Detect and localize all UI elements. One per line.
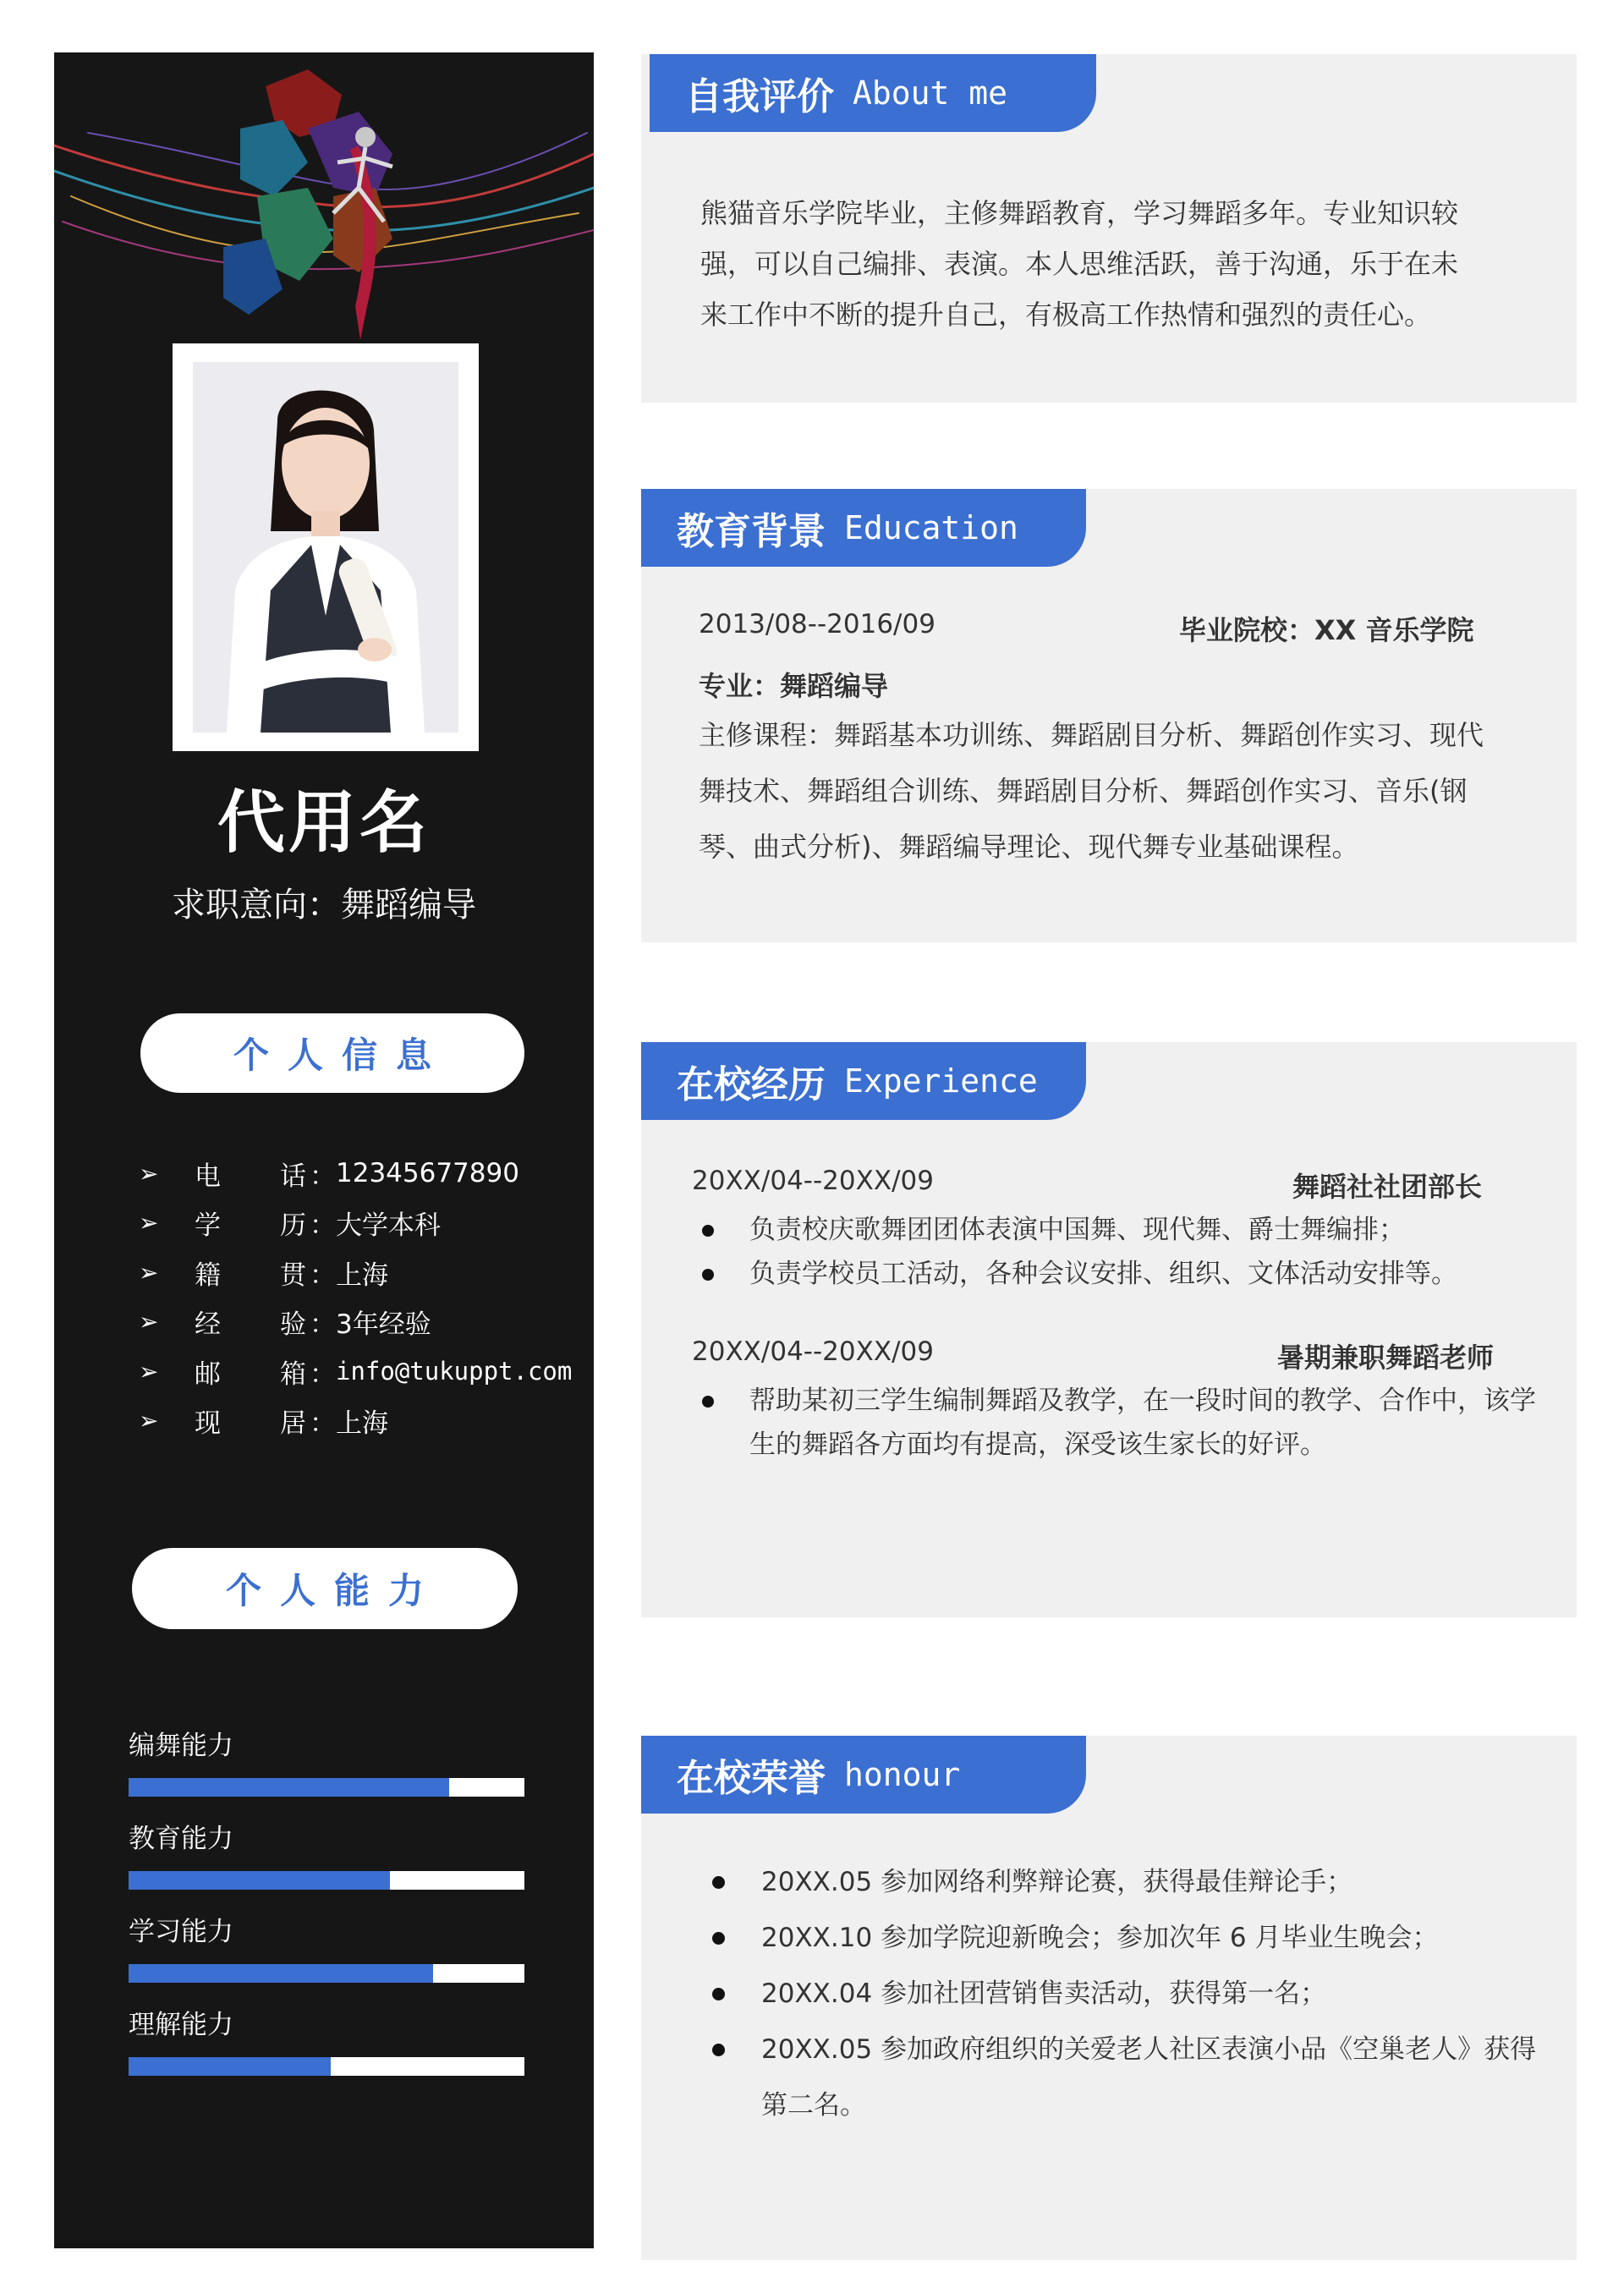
personal-info-list [139,1149,587,1446]
portrait-illustration [193,362,458,733]
info-value: 3年经验 [336,1309,431,1341]
skill-bar [129,1778,524,1797]
experience-role: 舞蹈社社团部长 [1292,1171,1483,1203]
honour-section [641,1736,1577,2260]
info-label: 现 居 [195,1408,306,1440]
dance-calligraphy-art [54,52,594,365]
info-value: info@tukuppt.com [336,1357,573,1386]
info-row-education: ➢ 学 历 ： 大学本科 [139,1199,587,1249]
info-label: 经 验 [195,1309,306,1341]
skill-item [129,2006,524,2099]
info-value: 上海 [336,1260,388,1291]
candidate-name: 代用名 [217,783,431,862]
sidebar [54,52,594,2248]
skill-label: 教育能力 [129,1824,233,1854]
info-row-residence: ➢ 现 居 ： 上海 [139,1397,587,1446]
skill-label: 理解能力 [129,2010,233,2040]
about-title-en: About me [853,74,1008,112]
skill-bar-fill [129,1778,449,1797]
course-line: 舞技术、舞蹈组合训练、舞蹈剧目分析、舞蹈创作实习、音乐(钢 [699,775,1468,807]
education-title-en: Education [844,509,1018,546]
info-row-phone: ➢ 电 话 ： 12345677890 [139,1149,587,1199]
honour-item: 20XX.05 参加网络利弊辩论赛，获得最佳辩论手； [700,1854,1538,1910]
profile-photo [193,362,458,733]
experience-bullets [692,1379,1546,1467]
course-line: 琴、曲式分析)、舞蹈编导理论、现代舞专业基础课程。 [699,831,1359,863]
honour-list [700,1854,1538,2133]
info-label: 邮 箱 [195,1358,306,1390]
info-row-email: ➢ 邮 箱 ： info@tukuppt.com [139,1347,587,1397]
bullet-item: 帮助某初三学生编制舞蹈及教学，在一段时间的教学、合作中，该学生的舞蹈各方面均有提高，深受该生家长的好评。 [692,1379,1546,1467]
experience-item [692,1166,1546,1296]
arrow-icon: ➢ [139,1357,159,1386]
experience-title-en: Experience [844,1062,1038,1100]
education-title: 教育背景 [677,510,826,553]
experience-bullets [692,1208,1546,1296]
info-label: 学 历 [195,1210,306,1242]
skill-bar [129,2057,524,2076]
experience-date: 20XX/04--20XX/09 [692,1166,934,1196]
honour-item: 20XX.04 参加社团营销售卖活动，获得第一名； [700,1966,1538,2022]
arrow-icon: ➢ [139,1159,159,1188]
about-tab [650,54,1096,132]
experience-tab [641,1042,1086,1120]
skill-label: 编舞能力 [129,1731,233,1761]
experience-title: 在校经历 [677,1063,826,1106]
about-title: 自我评价 [685,75,834,118]
education-school: 毕业院校：XX 音乐学院 [1179,614,1474,646]
skill-bar-fill [129,1964,433,1983]
about-line: 来工作中不断的提升自己，有极高工作热情和强烈的责任心。 [700,299,1432,331]
skill-bar [129,1964,524,1983]
info-value: 上海 [336,1408,388,1440]
skill-item [129,1727,524,1820]
education-courses [699,707,1544,875]
experience-item [692,1336,1546,1467]
bullet-item: 负责校庆歌舞团团体表演中国舞、现代舞、爵士舞编排； [692,1208,1546,1252]
skill-bar [129,1871,524,1890]
about-line: 熊猫音乐学院毕业，主修舞蹈教育，学习舞蹈多年。专业知识较 [700,197,1459,229]
education-date: 2013/08--2016/09 [699,609,935,639]
honour-title: 在校荣誉 [677,1757,826,1800]
info-row-experience: ➢ 经 验 ： 3年经验 [139,1298,587,1347]
info-value: 12345677890 [336,1158,519,1189]
education-section [641,489,1577,942]
honour-item: 20XX.10 参加学院迎新晚会；参加次年 6 月毕业生晚会； [700,1910,1538,1966]
arrow-icon: ➢ [139,1209,159,1238]
info-label: 电 话 [195,1161,306,1192]
honour-item: 20XX.05 参加政府组织的关爱老人社区表演小品《空巢老人》获得第二名。 [700,2022,1538,2133]
personal-info-heading: 个人信息 [140,1013,524,1093]
education-major: 专业：舞蹈编导 [699,670,889,702]
info-row-hometown: ➢ 籍 贯 ： 上海 [139,1248,587,1298]
experience-section [641,1042,1577,1617]
arrow-icon: ➢ [139,1407,159,1435]
honour-title-en: honour [844,1756,961,1793]
info-value: 大学本科 [336,1210,441,1242]
photo-frame [173,343,479,751]
info-label: 籍 贯 [195,1260,306,1291]
skills-list [129,1727,524,2099]
experience-date: 20XX/04--20XX/09 [692,1336,934,1367]
education-tab [641,489,1086,567]
arrow-icon: ➢ [139,1258,159,1287]
skill-item [129,1820,524,1913]
honour-tab [641,1736,1086,1814]
skill-item [129,1913,524,2006]
about-line: 强，可以自己编排、表演。本人思维活跃，善于沟通，乐于在未 [700,248,1459,280]
skill-label: 学习能力 [129,1917,233,1947]
arrow-icon: ➢ [139,1308,159,1336]
about-section [641,54,1577,403]
experience-role: 暑期兼职舞蹈老师 [1277,1342,1495,1374]
about-text [700,188,1538,340]
skills-heading: 个人能力 [132,1548,518,1629]
job-intent: 求职意向：舞蹈编导 [172,886,476,925]
skill-bar-fill [129,1871,390,1890]
course-line: 主修课程：舞蹈基本功训练、舞蹈剧目分析、舞蹈创作实习、现代 [699,719,1484,751]
skill-bar-fill [129,2057,331,2076]
bullet-item: 负责学校员工活动，各种会议安排、组织、文体活动安排等。 [692,1252,1546,1296]
